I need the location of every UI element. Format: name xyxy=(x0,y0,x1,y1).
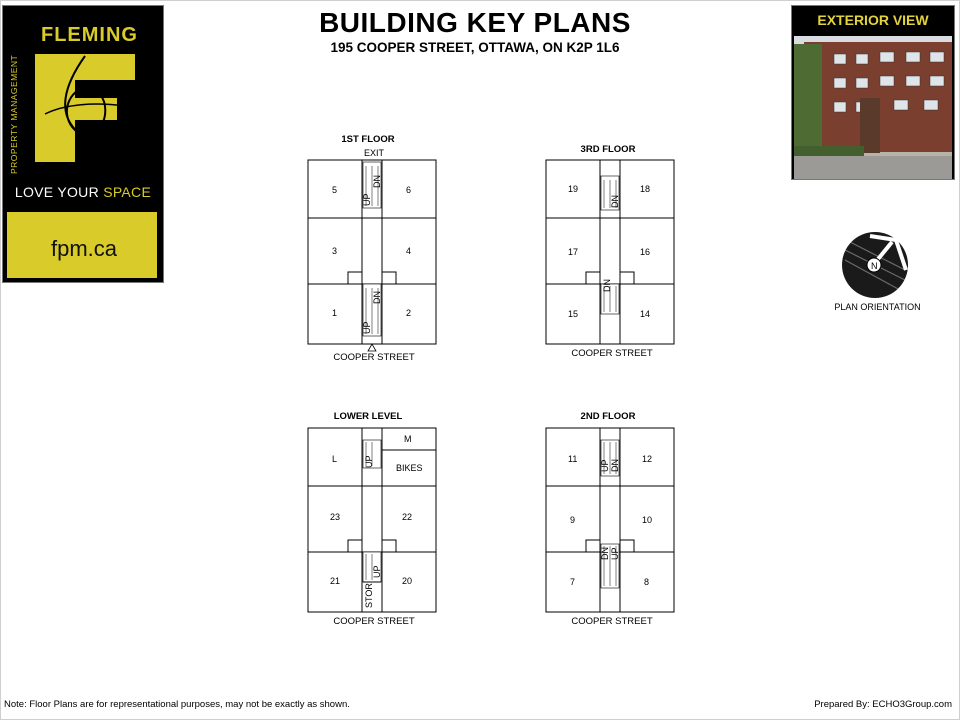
svg-text:UP: UP xyxy=(362,321,372,334)
logo-slogan: LOVE YOUR SPACE xyxy=(14,184,152,200)
third-floor-title: 3RD FLOOR xyxy=(580,144,636,155)
svg-text:STOR: STOR xyxy=(364,583,374,608)
unit-5: 5 xyxy=(332,185,338,195)
unit-23: 23 xyxy=(330,512,341,522)
second-floor-plan[interactable] xyxy=(538,420,688,620)
unit-16: 16 xyxy=(640,247,651,257)
unit-1: 1 xyxy=(332,308,338,318)
unit-21: 21 xyxy=(330,576,341,586)
page-address: 195 COOPER STREET, OTTAWA, ON K2P 1L6 xyxy=(330,40,620,55)
lower-level-street: COOPER STREET xyxy=(333,616,415,627)
north-label: N xyxy=(871,261,878,271)
second-floor-title: 2ND FLOOR xyxy=(580,411,636,422)
svg-text:DN: DN xyxy=(372,291,382,304)
unit-12: 12 xyxy=(642,454,653,464)
first-floor-title: 1ST FLOOR xyxy=(341,134,395,145)
unit-11: 11 xyxy=(568,454,578,464)
unit-9: 9 xyxy=(570,515,576,525)
disclaimer-note: Note: Floor Plans are for representational purposes, may not be exactly as shown. xyxy=(4,699,350,710)
svg-text:UP: UP xyxy=(610,547,620,560)
unit-19: 19 xyxy=(568,184,579,194)
logo-website-box xyxy=(7,212,157,278)
svg-text:UP: UP xyxy=(362,193,372,206)
logo-website: fpm.ca xyxy=(51,236,118,261)
unit-15: 15 xyxy=(568,309,579,319)
unit-20: 20 xyxy=(402,576,413,586)
logo-subtitle: PROPERTY MANAGEMENT xyxy=(9,54,19,174)
exterior-view-label: EXTERIOR VIEW xyxy=(817,12,929,28)
svg-text:UP: UP xyxy=(364,455,374,468)
unit-4: 4 xyxy=(406,246,412,256)
unit-3: 3 xyxy=(332,246,338,256)
unit-18: 18 xyxy=(640,184,651,194)
first-floor-plan[interactable] xyxy=(300,144,450,354)
building-photo xyxy=(794,36,952,179)
lower-level-title: LOWER LEVEL xyxy=(333,411,403,422)
second-floor-street: COOPER STREET xyxy=(571,616,653,627)
svg-text:UP: UP xyxy=(600,459,610,472)
north-compass-icon xyxy=(840,230,910,300)
svg-text:DN: DN xyxy=(372,175,382,188)
unit-l: L xyxy=(332,454,338,464)
unit-2: 2 xyxy=(406,308,412,318)
first-floor-street: COOPER STREET xyxy=(333,352,415,363)
unit-7: 7 xyxy=(570,577,576,587)
third-floor-plan[interactable] xyxy=(538,152,688,352)
fleming-f-emblem-icon xyxy=(25,54,135,162)
unit-bikes: BIKES xyxy=(396,463,423,473)
unit-m: M xyxy=(404,434,412,444)
svg-text:DN: DN xyxy=(602,279,612,292)
unit-6: 6 xyxy=(406,185,412,195)
unit-17: 17 xyxy=(568,247,579,257)
unit-22: 22 xyxy=(402,512,413,522)
third-floor-street: COOPER STREET xyxy=(571,348,653,359)
unit-14: 14 xyxy=(640,309,651,319)
page-title: BUILDING KEY PLANS xyxy=(319,7,631,38)
logo-brand: FLEMING xyxy=(41,24,138,46)
prepared-by[interactable]: Prepared By: ECHO3Group.com xyxy=(814,699,952,710)
unit-8: 8 xyxy=(644,577,650,587)
unit-10: 10 xyxy=(642,515,653,525)
lower-level-plan[interactable] xyxy=(300,420,450,620)
exterior-view-panel[interactable] xyxy=(791,5,955,180)
plan-orientation-label: PLAN ORIENTATION xyxy=(834,302,921,312)
svg-text:UP: UP xyxy=(372,565,382,578)
svg-text:DN: DN xyxy=(610,459,620,472)
exit-label: EXIT xyxy=(364,148,385,158)
svg-text:DN: DN xyxy=(600,547,610,560)
svg-text:DN: DN xyxy=(610,195,620,208)
